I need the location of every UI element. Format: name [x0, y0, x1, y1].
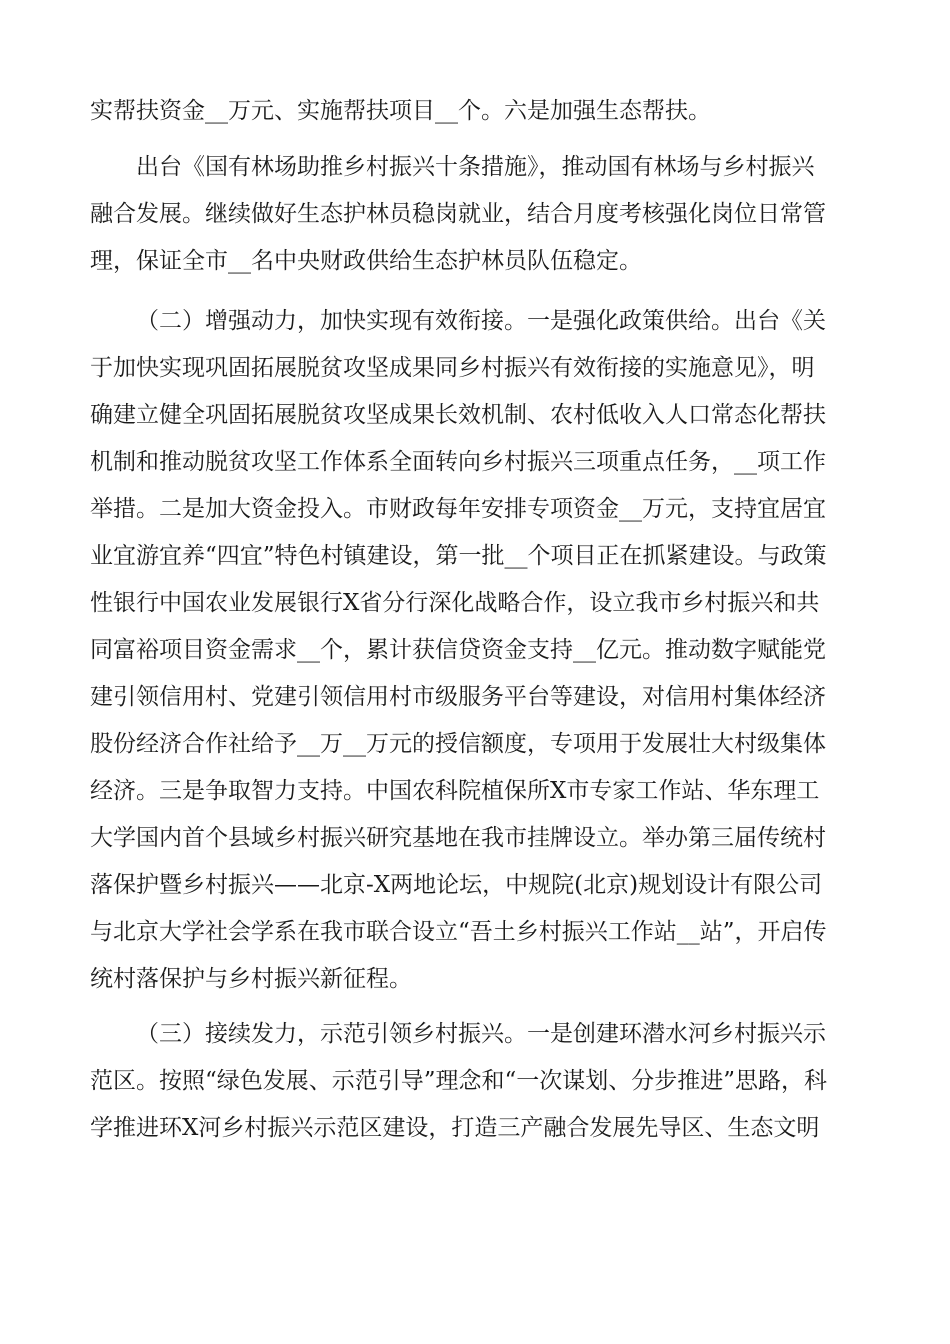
text-line: 统村落保护与乡村振兴新征程。: [90, 966, 412, 992]
text-line: 建引领信用村、党建引领信用村市级服务平台等建设，对信用村集体经济: [90, 684, 826, 710]
text-line: 确建立健全巩固拓展脱贫攻坚成果长效机制、农村低收入人口常态化帮扶: [90, 402, 826, 428]
text-line: 融合发展。继续做好生态护林员稳岗就业，结合月度考核强化岗位日常管: [90, 201, 826, 227]
text-line: 学推进环X河乡村振兴示范区建设，打造三产融合发展先导区、生态文明: [90, 1115, 820, 1141]
text-line: 与北京大学社会学系在我市联合设立“吾土乡村振兴工作站__站”，开启传: [90, 919, 827, 945]
text-line: （三）接续发力，示范引领乡村振兴。一是创建环潜水河乡村振兴示: [136, 1021, 826, 1047]
text-line: 落保护暨乡村振兴——北京-X两地论坛，中规院(北京)规划设计有限公司: [90, 872, 823, 898]
text-line: 大学国内首个县域乡村振兴研究基地在我市挂牌设立。举办第三届传统村: [90, 825, 826, 851]
text-line: 性银行中国农业发展银行X省分行深化战略合作，设立我市乡村振兴和共: [90, 590, 820, 616]
text-line: 理，保证全市__名中央财政供给生态护林员队伍稳定。: [90, 248, 642, 274]
text-line: 股份经济合作社给予__万__万元的授信额度，专项用于发展壮大村级集体: [90, 731, 826, 757]
text-line: 举措。二是加大资金投入。市财政每年安排专项资金__万元，支持宜居宜: [90, 496, 826, 522]
text-line: 经济。三是争取智力支持。中国农科院植保所X市专家工作站、华东理工: [90, 778, 820, 804]
text-line: 业宜游宜养“四宜”特色村镇建设，第一批__个项目正在抓紧建设。与政策: [90, 543, 827, 569]
text-line: 范区。按照“绿色发展、示范引导”理念和“一次谋划、分步推进”思路，科: [90, 1068, 828, 1094]
text-line: 出台《国有林场助推乡村振兴十条措施》，推动国有林场与乡村振兴: [136, 154, 815, 180]
text-line: （二）增强动力，加快实现有效衔接。一是强化政策供给。出台《关: [136, 308, 826, 334]
text-line: 机制和推动脱贫攻坚工作体系全面转向乡村振兴三项重点任务，__项工作: [90, 449, 826, 475]
text-line: 实帮扶资金__万元、实施帮扶项目__个。六是加强生态帮扶。: [90, 98, 711, 124]
text-line: 于加快实现巩固拓展脱贫攻坚成果同乡村振兴有效衔接的实施意见》，明: [90, 355, 815, 381]
text-line: 同富裕项目资金需求__个，累计获信贷资金支持__亿元。推动数字赋能党: [90, 637, 826, 663]
